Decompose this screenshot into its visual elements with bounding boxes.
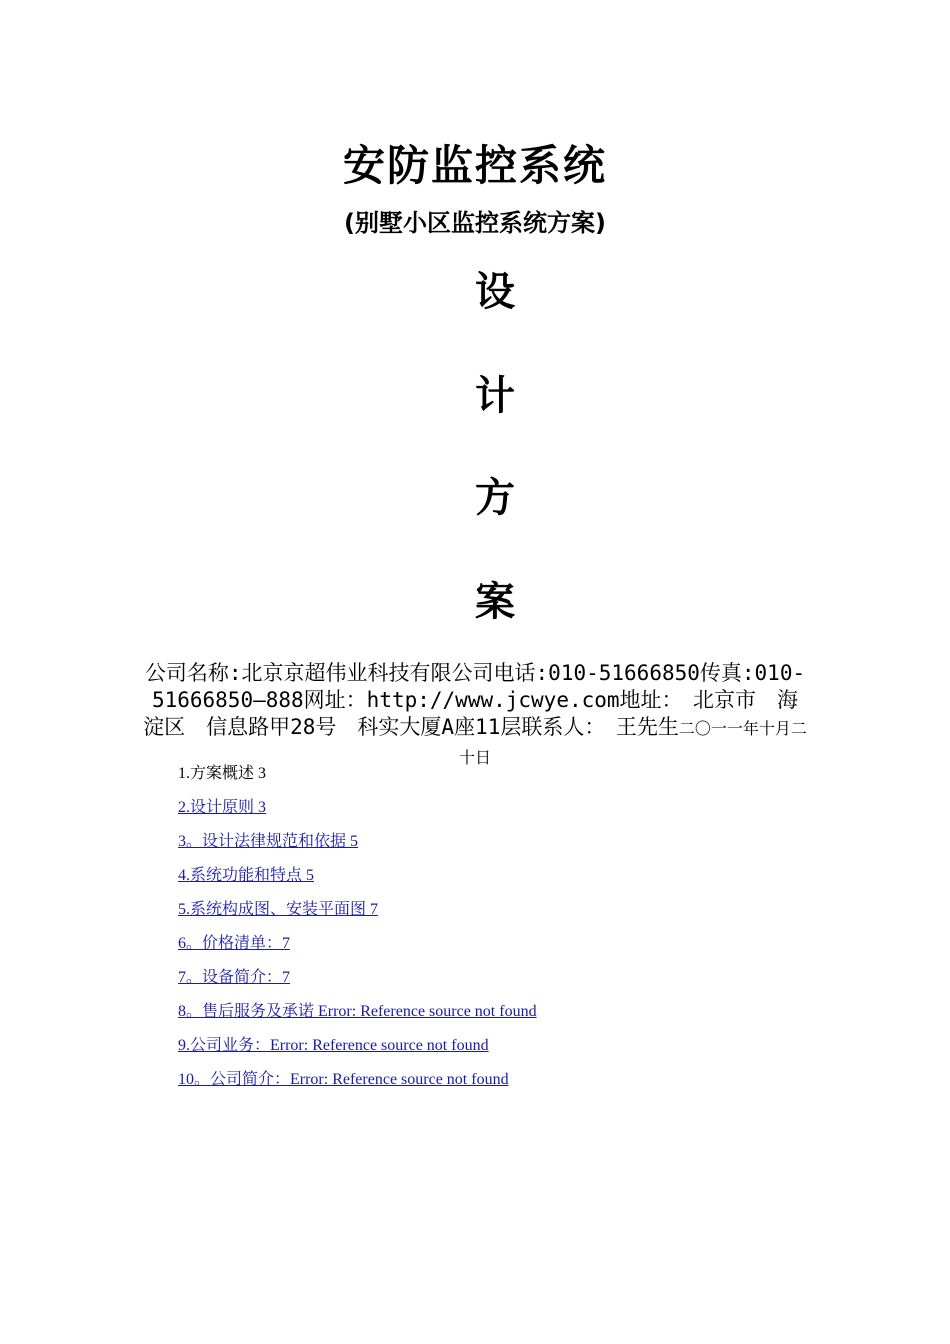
- vertical-title-char-3: 方: [475, 475, 515, 521]
- toc-item-5: [178, 899, 818, 933]
- toc-item-2: [178, 797, 818, 831]
- toc-link-6[interactable]: 6。价格清单：7: [178, 935, 291, 952]
- toc-item-7: [178, 967, 818, 1001]
- vertical-title-char-2: 计: [475, 373, 515, 419]
- vertical-title-char-1: 设: [475, 269, 515, 315]
- company-info: [142, 660, 808, 772]
- table-of-contents: [178, 763, 818, 1103]
- toc-link-5[interactable]: 5.系统构成图、安装平面图 7: [178, 901, 379, 918]
- toc-link-2[interactable]: 2.设计原则 3: [178, 799, 267, 816]
- company-details: 公司名称:北京京超伟业科技有限公司电话:010-51666850传真:010-51666850—888网址：http://www.jcwye.com地址： 北京市 海淀区 信息路甲28号 科实大厦A座11层联系人： 王先生: [143, 661, 806, 739]
- vertical-title-char-4: 案: [475, 579, 515, 625]
- toc-link-10[interactable]: 10。公司简介：Error: Reference source not found: [178, 1071, 509, 1088]
- toc-item-4: [178, 865, 818, 899]
- toc-item-8: [178, 1001, 818, 1035]
- document-subtitle: (别墅小区监控系统方案): [344, 209, 606, 237]
- toc-link-3[interactable]: 3。设计法律规范和依据 5: [178, 833, 359, 850]
- toc-link-4[interactable]: 4.系统功能和特点 5: [178, 867, 315, 884]
- document-title: 安防监控系统: [342, 141, 607, 190]
- toc-link-9[interactable]: 9.公司业务：Error: Reference source not found: [178, 1037, 489, 1054]
- document-date: 二〇一一年十月二十日: [458, 721, 807, 767]
- toc-link-7[interactable]: 7。设备简介：7: [178, 969, 291, 986]
- toc-link-8[interactable]: 8。售后服务及承诺 Error: Reference source not found: [178, 1003, 537, 1020]
- toc-item-1: [178, 763, 818, 797]
- toc-item-9: [178, 1035, 818, 1069]
- toc-entry-1: 1.方案概述 3: [178, 765, 267, 782]
- toc-item-10: [178, 1069, 818, 1103]
- toc-item-6: [178, 933, 818, 967]
- toc-item-3: [178, 831, 818, 865]
